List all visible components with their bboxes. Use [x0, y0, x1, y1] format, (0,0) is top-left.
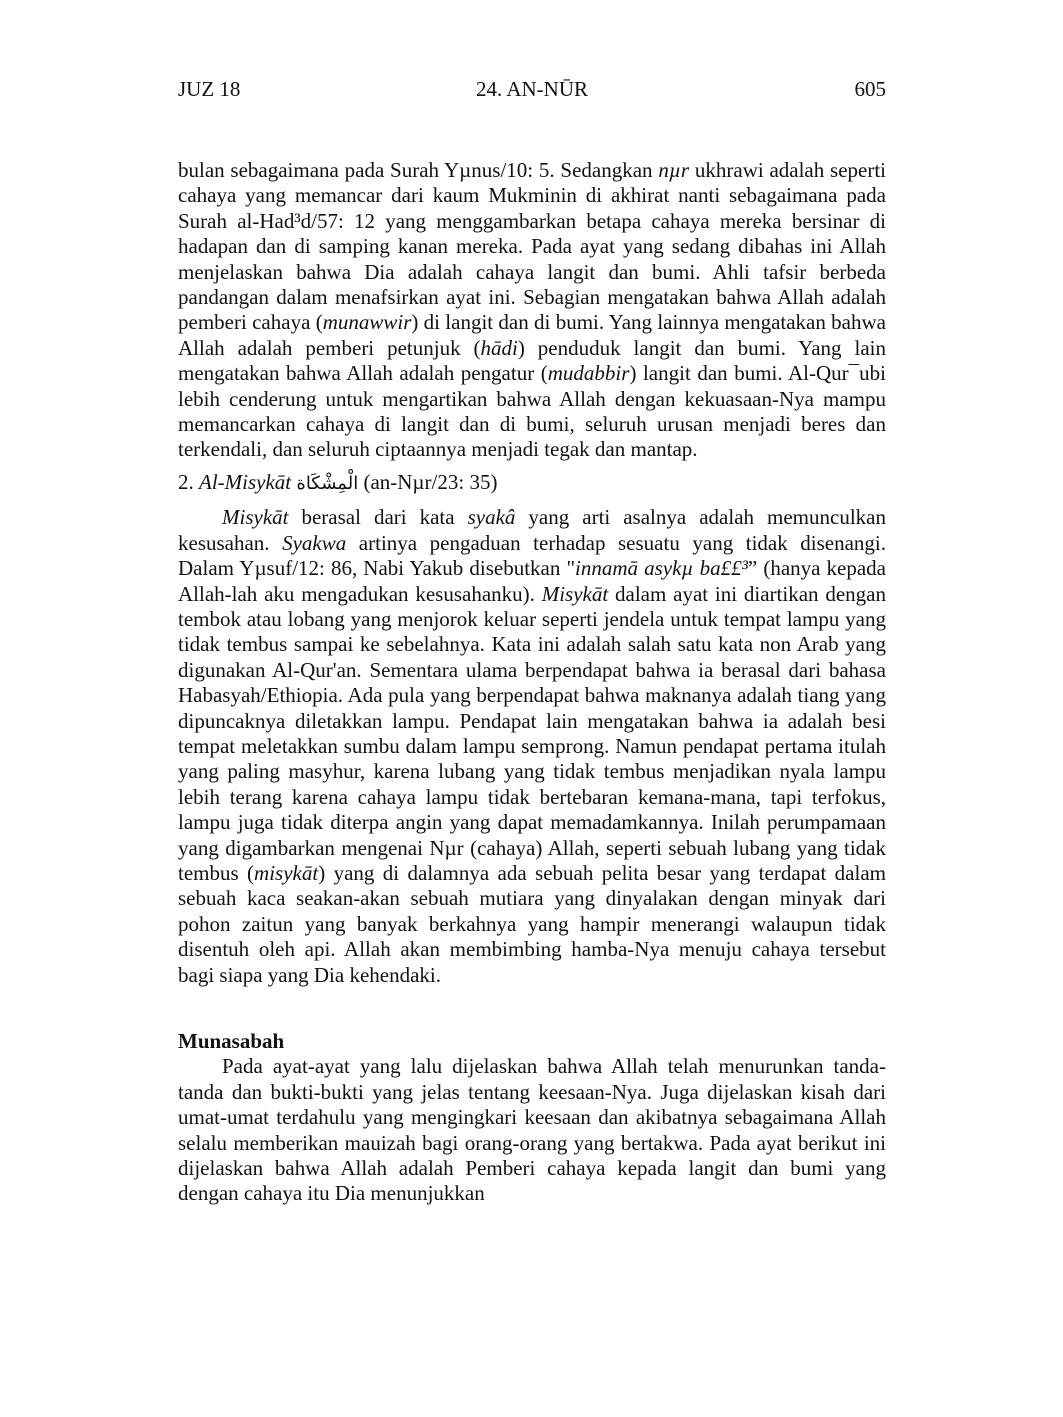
- italic-term: Misykāt: [222, 505, 289, 530]
- text-run: ) penduduk langit dan bumi. Yang lain mengatakan bahwa Allah adalah pengatur (: [178, 335, 886, 386]
- munasabah-paragraph: Pada ayat-ayat yang lalu dijelaskan bahwa Allah telah menurunkan tanda-tanda dan bukti-bukti yang jelas tentang keesaan-Nya. Juga dijelaskan kisah dari umat-umat terdahulu yang mengingkari keesaan dan akibatnya sebagaimana Allah selalu memberikan mauizah bagi orang-orang yang bertakwa. Pada ayat berikut ini dijelaskan bahwa Allah adalah Pemberi cahaya kepada langit dan bumi yang dengan cahaya itu Dia menunjukkan: [178, 1054, 886, 1206]
- munasabah-heading: Munasabah: [178, 1029, 285, 1053]
- text-run: bulan sebagaimana pada Surah Yµnus/10: 5. Sedangkan: [178, 158, 659, 182]
- text-run: artinya pengaduan terhadap sesuatu yang tidak disenangi. Dalam Yµsuf/12: 86, Nabi Yakub disebutkan ": [178, 530, 887, 581]
- text-run: ) langit dan bumi. Al-Qur¯ubi lebih cenderung untuk mengartikan bahwa Allah dengan kekuasaan-Nya mampu memancarkan cahaya di langit dan di bumi, seluruh urusan menjadi beres dan terkendali, dan seluruh ciptaannya menjadi tegak dan mantap.: [178, 361, 887, 462]
- verse-reference: (an-Nµr/23: 35): [358, 469, 498, 494]
- section-term: Al-Misykāt: [199, 469, 292, 494]
- italic-term: mudabbir: [547, 361, 630, 386]
- arabic-term: الْمِشْكَاة: [296, 472, 359, 494]
- paragraph-misykat-explanation: [178, 505, 886, 988]
- text-run: ) yang di dalamnya ada sebuah pelita besar yang terdapat dalam sebuah kaca seakan-akan sebuah mutiara yang dinyalakan dengan minyak dari pohon zaitun yang banyak berkahnya yang hampir menerangi walaupun tidak disentuh oleh api. Allah akan membimbing hamba-Nya menuju cahaya tersebut bagi siapa yang Dia kehendaki.: [178, 860, 886, 987]
- italic-term: misykāt: [254, 860, 319, 885]
- italic-term: nµr: [658, 158, 690, 182]
- italic-term: hādi: [480, 335, 518, 360]
- italic-term: Syakwa: [282, 530, 347, 555]
- text-run: yang arti asalnya adalah memunculkan kesusahan.: [178, 505, 886, 555]
- section-heading-misykat: [178, 470, 886, 496]
- text-run: ) di langit dan di bumi. Yang lainnya mengatakan bahwa Allah adalah pemberi petunjuk (: [178, 310, 886, 360]
- paragraph-nur-meanings: [178, 158, 886, 463]
- juz-label: JUZ 18: [178, 77, 241, 101]
- text-run: dalam ayat ini diartikan dengan tembok atau lobang yang menjorok keluar seperti jendela untuk tempat lampu yang tidak tembus sampai ke sebelahnya. Kata ini adalah salah satu kata non Arab yang digunakan Al-Qur'an. Sementara ulama berpendapat bahwa ia berasal dari bahasa Habasyah/Ethiopia. Ada pula yang berpendapat bahwa maknanya adalah tiang yang dipuncaknya diletakkan lampu. Pendapat lain mengatakan bahwa ia adalah besi tempat meletakkan sumbu dalam lampu semprong. Namun pendapat pertama itulah yang paling masyhur, karena lubang yang tidak tembus menjadikan nyala lampu lebih terang karena cahaya lampu tidak bertebaran kemana-mana, tapi terfokus, lampu juga tidak diterpa angin yang dapat memadamkannya. Inilah perumpamaan yang digambarkan mengenai Nµr (cahaya) Allah, seperti sebuah lubang yang tidak tembus (: [178, 581, 886, 885]
- text-run: ukhrawi adalah seperti cahaya yang memancar dari kaum Mukminin di akhirat nanti sebagaimana pada Surah al-Had³d/57: 12 yang menggambarkan betapa cahaya mereka bersinar di hadapan dan di samping kanan mereka. Pada ayat yang sedang dibahas ini Allah menjelaskan bahwa Dia adalah cahaya langit dan bumi. Ahli tafsir berbeda pandangan dalam menafsirkan ayat ini. Sebagian mengatakan bahwa Allah adalah pemberi cahaya (: [178, 158, 886, 335]
- italic-term: innamā asykµ ba££³: [575, 556, 748, 581]
- body-text: [178, 158, 886, 1207]
- italic-term: munawwir: [322, 310, 412, 335]
- text-run: ” (hanya kepada Allah-lah aku mengadukan kesusahanku).: [178, 556, 887, 606]
- text-run: berasal dari kata: [288, 505, 468, 530]
- italic-term: syakâ: [467, 505, 516, 530]
- italic-term: Misykāt: [541, 581, 609, 606]
- surah-title: 24. AN-NŪR: [475, 77, 588, 101]
- page-number: 605: [854, 77, 886, 101]
- section-number: 2.: [178, 469, 199, 494]
